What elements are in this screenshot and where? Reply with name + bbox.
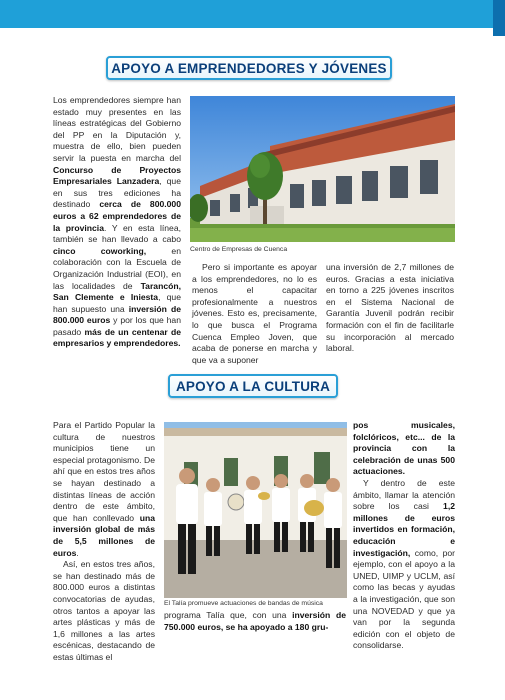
photo-caption: El Talía promueve actuaciones de bandas de música [164, 600, 323, 607]
text-run: como, por ejemplo, con el apoyo a la UNED, UIMP y UCLM, así como las becas y ayudas a la investigación, que son una NOVEDAD y que ya van por la segunda edición con el objeto de consolidarse. [353, 547, 455, 651]
paragraph [353, 420, 455, 478]
article-column-right [326, 262, 454, 355]
corner-tab [493, 0, 505, 36]
text-run: . Y en esta línea, también se han llevado a cabo [53, 222, 182, 245]
bold-text: Tarancón, San Clemente e Iniesta [53, 280, 181, 303]
bold-text: cerca de 800.000 euros a 62 emprendedores de la provincia [53, 199, 181, 233]
section-banner-emprendedores [106, 56, 392, 80]
bold-text: 1,2 millones de euros invertidos en formación, educación e investigación, [353, 501, 455, 558]
paragraph: una inversión de 2,7 millones de euros. Gracias a esta iniciativa en torno a 225 jóvenes inscritos en el Sistema Nacional de Garantía Juvenil podrán recibir formación con el fin de facilitarle su incorporación al mercado laboral. [326, 262, 454, 354]
article-column-left [53, 420, 155, 663]
section-title: APOYO A EMPRENDEDORES Y JÓVENES [111, 60, 387, 76]
paragraph [53, 420, 155, 559]
bold-text: inversión de 750.000 euros, se ha apoyado a 180 gru- [164, 610, 347, 632]
paragraph [353, 478, 455, 652]
article-column-right [353, 420, 455, 652]
article-column-middle [192, 262, 317, 366]
top-color-band [0, 0, 505, 28]
bold-text: pos musicales, folclóricos, etc... de la provincia con la celebración de unas 500 actuaciones. [353, 420, 455, 477]
text-run: y por los que han pasado [53, 315, 181, 337]
text-run: . [76, 547, 79, 558]
text-run: , que han supuesto una [53, 292, 181, 314]
bold-text: inversión de 800.000 euros [53, 303, 182, 326]
paragraph: Así, en estos tres años, se han destinado más de 800.000 euros a distintas convocatorias de ayudas, otros tantos a apoyar las artes plásticas y más de 1,6 millones a las artes escénicas, destacando de estas últimas el [53, 559, 155, 662]
photo-banda-musica [164, 422, 347, 598]
bold-text: una inversión global de más de 5,5 millones de euros [53, 512, 155, 558]
bold-text: más de un centenar de empresarios y emprendedores. [53, 326, 181, 349]
text-run: programa Talía que, con una [164, 610, 293, 620]
text-run: en colaboración con la Escuela de Organización Industrial (EOI), en las localidades de [53, 245, 181, 291]
text-run: Los emprendedores siempre han estado muy presentes en las líneas estratégicas del Gobierno del PP en la Diputación y, muestra de ello, bien pueden servir la puesta en marcha del [53, 95, 181, 163]
section-banner-cultura [168, 374, 338, 398]
photo-caption: Centro de Empresas de Cuenca [190, 246, 288, 253]
bold-text: Concurso de Proyectos Empresariales Lanzadera [53, 164, 181, 187]
text-run: Para el Partido Popular la cultura de nuestros municipios tiene un especial protagonismo. De ahí que en estos tres años se hayan destinado a distintas líneas de acción dentro de este ámbito, que han conllevado [53, 420, 155, 523]
bold-text: cinco coworking, [53, 245, 147, 256]
photo-centro-empresas [190, 96, 455, 242]
text-run: , que en sus tres ediciones ha destinado [53, 176, 181, 210]
article-column-middle [164, 610, 346, 633]
text-run: Y dentro de este ámbito, llamar la atención sobre los casi [353, 477, 455, 512]
paragraph: Pero si importante es apoyar a los emprendedores, no lo es menos el capacitar profesionalmente a nuestros jóvenes. Esto es, precisamente, lo que busca el Programa Cuenca Empleo Joven, que acaba de ponerse en marcha y que va a suponer [192, 262, 317, 365]
section-title: APOYO A LA CULTURA [175, 378, 331, 394]
article-column-left [53, 95, 181, 350]
